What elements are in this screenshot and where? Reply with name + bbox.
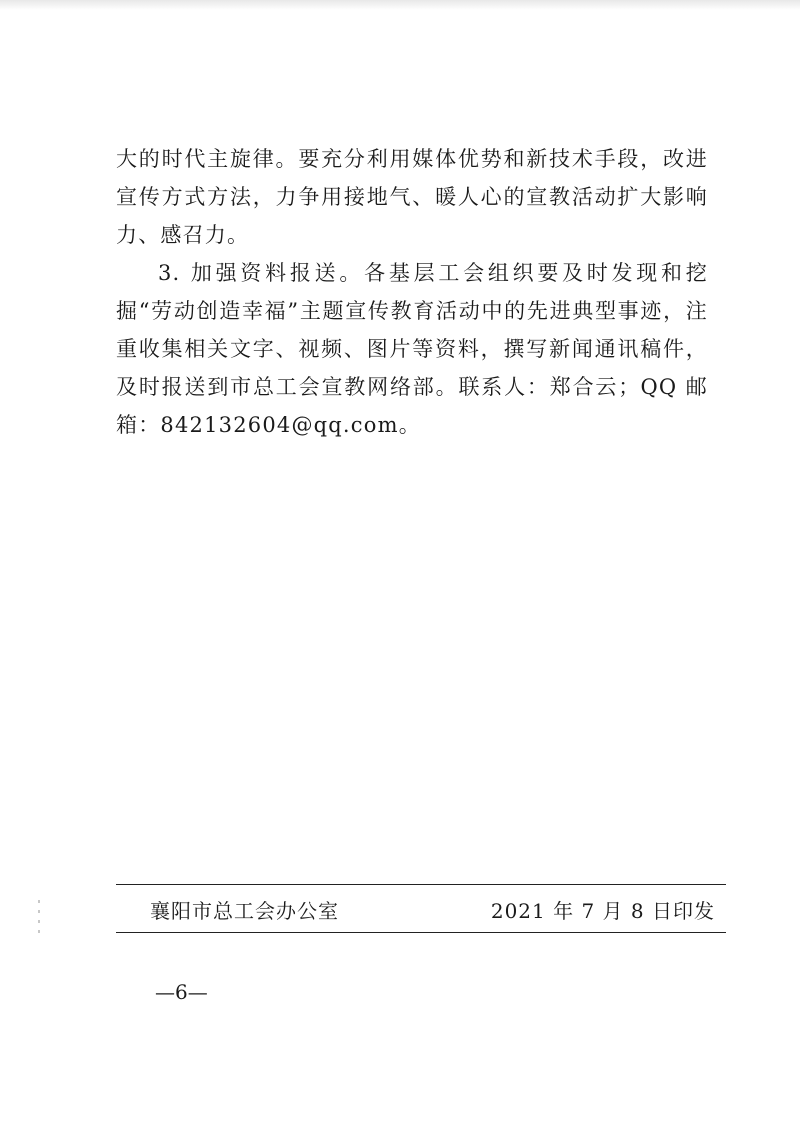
footer-organization: 襄阳市总工会办公室 [150, 899, 339, 923]
footer-bottom-rule [116, 932, 726, 933]
binding-marks [38, 900, 42, 940]
page-number: —6— [155, 980, 208, 1004]
scan-edge-shadow [0, 0, 800, 10]
footer-print-date: 2021 年 7 月 8 日印发 [490, 899, 715, 923]
paragraph-item-3: 3. 加强资料报送。各基层工会组织要及时发现和挖掘“劳动创造幸福”主题宣传教育活动中的先进典型事迹，注重收集相关文字、视频、图片等资料，撰写新闻通讯稿件，及时报送到市总工会宣教网络部。联系人：郑合云；QQ 邮箱：842132604@qq.com。 [116, 261, 708, 437]
paragraph-continuation: 大的时代主旋律。要充分利用媒体优势和新技术手段，改进宣传方式方法，力争用接地气、暖人心的宣教活动扩大影响力、感召力。 [116, 147, 708, 247]
body-text [116, 140, 708, 444]
footer-top-rule [116, 884, 726, 885]
